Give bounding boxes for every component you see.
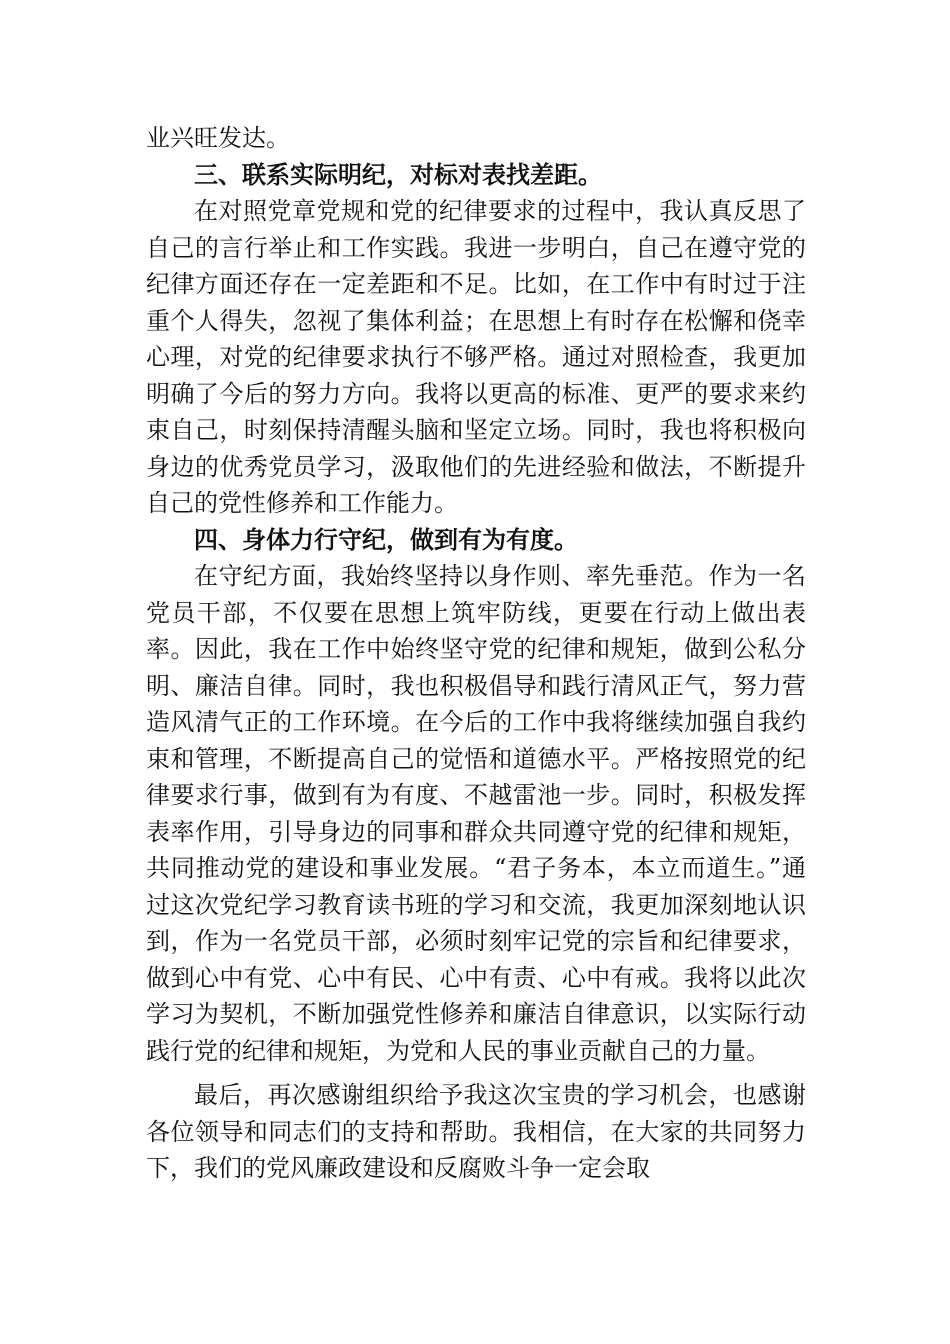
closing-paragraph: 最后，再次感谢组织给予我这次宝贵的学习机会，也感谢各位领导和同志们的支持和帮助。我相信，在大家的共同努力下，我们的党风廉政建设和反腐败斗争一定会取 (146, 1081, 806, 1182)
document-page (146, 120, 806, 1187)
section-3-heading: 三、联系实际明纪，对标对表找差距。 (194, 160, 602, 189)
section-4-paragraph: 在守纪方面，我始终坚持以身作则、率先垂范。作为一名党员干部，不仅要在思想上筑牢防线，更要在行动上做出表率。因此，我在工作中始终坚守党的纪律和规矩，做到公私分明、廉洁自律。同时，我也积极倡导和践行清风正气，努力营造风清气正的工作环境。在今后的工作中我将继续加强自我约束和管理，不断提高自己的觉悟和道德水平。严格按照党的纪律要求行事，做到有为有度、不越雷池一步。同时，积极发挥表率作用，引导身边的同事和群众共同遵守党的纪律和规矩，共同推动党的建设和事业发展。“君子务本，本立而道生。”通过这次党纪学习教育读书班的学习和交流，我更加深刻地认识到，作为一名党员干部，必须时刻牢记党的宗旨和纪律要求，做到心中有党、心中有民、心中有责、心中有戒。我将以此次学习为契机，不断加强党性修养和廉洁自律意识，以实际行动践行党的纪律和规矩，为党和人民的事业贡献自己的力量。 (146, 562, 806, 1065)
section-4-heading: 四、身体力行守纪，做到有为有度。 (194, 525, 578, 554)
section-3-paragraph: 在对照党章党规和党的纪律要求的过程中，我认真反思了自己的言行举止和工作实践。我进一步明白，自己在遵守党的纪律方面还存在一定差距和不足。比如，在工作中有时过于注重个人得失，忽视了集体利益；在思想上有时存在松懈和侥幸心理，对党的纪律要求执行不够严格。通过对照检查，我更加明确了今后的努力方向。我将以更高的标准、更严的要求来约束自己，时刻保持清醒头脑和坚定立场。同时，我也将积极向身边的优秀党员学习，汲取他们的先进经验和做法，不断提升自己的党性修养和工作能力。 (146, 197, 806, 517)
continuation-text: 业兴旺发达。 (146, 124, 290, 152)
